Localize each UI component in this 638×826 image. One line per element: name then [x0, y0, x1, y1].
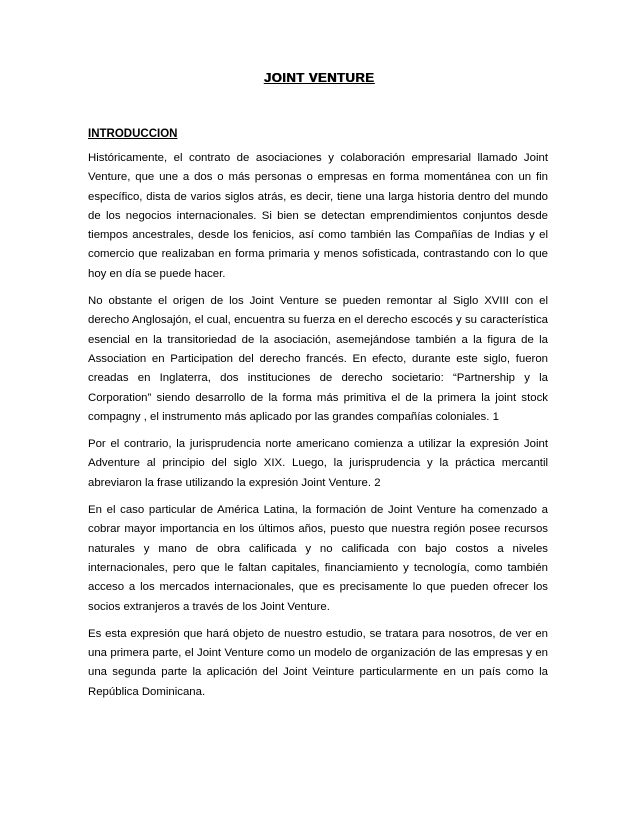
paragraph-5: Es esta expresión que hará objeto de nuestro estudio, se tratara para nosotros, de ver en una primera parte, el Joint Venture como un modelo de organización de las empresas y en una segunda parte la aplicación del Joint Veinture particularmente en un país como la República Dominicana.	[88, 627, 548, 698]
section-heading: INTRODUCCION	[88, 128, 178, 140]
paragraph-1: Históricamente, el contrato de asociaciones y colaboración empresarial llamado Joint Venture, que une a dos o más personas o empresas en forma momentánea con un fin específico, dista de varios siglos atrás, es decir, tiene una larga historia dentro del mundo de los negocios internacionales. Si bien se detectan emprendimientos conjuntos desde tiempos ancestrales, desde los fenicios, así como también las Compañías de Indias y el comercio que realizaban en forma primaria y menos sofisticada, contrastando con lo que hoy en día se puede hacer.	[88, 152, 548, 280]
paragraph-2: No obstante el origen de los Joint Venture se pueden remontar al Siglo XVIII con el derecho Anglosajón, el cual, encuentra su fuerza en el derecho escocés y su característica esencial en la transitoriedad de la asociación, asemejándose también a la figura de la Association en Participation del derecho francés. En efecto, durante este siglo, fueron creadas en Inglaterra, dos instituciones de derecho societario: “Partnership y la Corporation” siendo desarrollo de la forma más primitiva el de la primera la joint stock compagny , el instrumento más aplicado por las grandes compañías coloniales. 1	[88, 295, 548, 423]
paragraph-3: Por el contrario, la jurisprudencia norte americano comienza a utilizar la expresión Joint Adventure al principio del siglo XIX. Luego, la jurisprudencia y la práctica mercantil abreviaron la frase utilizando la expresión Joint Venture. 2	[88, 438, 548, 489]
document-body	[88, 126, 548, 710]
document-title: JOINT VENTURE	[263, 70, 375, 85]
paragraph-4: En el caso particular de América Latina, la formación de Joint Venture ha comenzado a cobrar mayor importancia en los últimos años, puesto que nuestra región posee recursos naturales y mano de obra calificada y no calificada con bajo costos a niveles internacionales, pero que le faltan capitales, financiamiento y tecnología, como también acceso a los mercados internacionales, que es precisamente lo que pueden ofrecer los socios extranjeros a través de los Joint Venture.	[88, 504, 548, 613]
